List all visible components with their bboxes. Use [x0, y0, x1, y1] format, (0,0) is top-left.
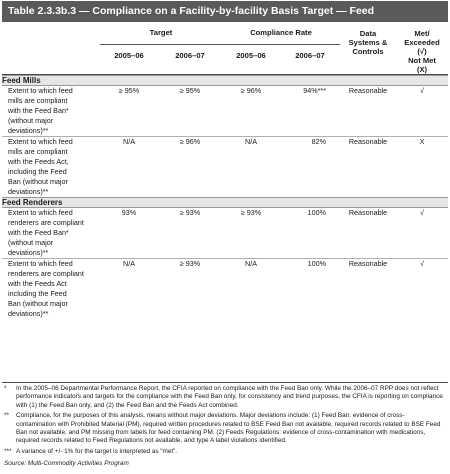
description-line: including the Feed — [8, 167, 67, 176]
compliance-2005-06-cell: ≥ 96% — [222, 86, 280, 137]
description-line: deviations)** — [8, 126, 49, 135]
source-note: Source: Multi-Commodity Activities Program — [4, 460, 129, 468]
section-header — [2, 198, 448, 208]
header-year: 2005–06 — [236, 51, 266, 61]
target-2006-07-cell: ≥ 93% — [158, 208, 222, 259]
description-line: including the Feed — [8, 289, 67, 298]
footnote-marker: * — [4, 385, 7, 392]
target-2005-06-cell: 93% — [100, 208, 158, 259]
header-data-systems: Data Systems & Controls — [348, 29, 388, 56]
target-2005-06-cell: ≥ 95% — [100, 86, 158, 137]
section-title: Feed Mills — [2, 76, 448, 86]
description-line: Extent to which feed — [8, 259, 73, 268]
target-2006-07-cell: ≥ 95% — [158, 86, 222, 137]
header-year: 2006–07 — [295, 51, 325, 61]
header-compliance-rate: Compliance Rate — [222, 24, 340, 45]
table-row — [2, 208, 448, 259]
description-line: with the Feeds Act, — [8, 157, 69, 166]
description-line: renderers are compliant — [8, 269, 84, 278]
data-systems-cell: Reasonable — [340, 86, 396, 137]
met-status-cell: √ — [396, 86, 448, 137]
description-line: renderers are compliant — [8, 218, 84, 227]
met-status-cell: √ — [420, 259, 424, 268]
description-line: with the Feed Ban* — [8, 228, 69, 237]
description-line: with the Feeds Act — [8, 279, 67, 288]
description-line: deviations)** — [8, 187, 49, 196]
compliance-2006-07-cell: 100% — [307, 259, 326, 268]
description-line: Extent to which feed — [8, 86, 73, 95]
footnote-text: A variance of +/- 1% for the target is interpreted as “met”. — [16, 447, 178, 455]
row-description — [2, 86, 100, 137]
row-description — [2, 137, 100, 198]
footnote — [2, 412, 448, 446]
compliance-2005-06-cell: N/A — [245, 259, 257, 268]
footnote-marker: ** — [4, 412, 9, 420]
description-line: with the Feed Ban* — [8, 106, 69, 115]
compliance-2005-06-cell: N/A — [245, 137, 257, 146]
data-systems-cell: Reasonable — [348, 259, 388, 268]
data-systems-cell: Reasonable — [348, 137, 388, 146]
footnote-marker: *** — [4, 447, 12, 455]
section-title: Feed Renderers — [2, 198, 448, 208]
description-line: mills are compliant — [8, 96, 68, 105]
target-2006-07-cell: ≥ 93% — [179, 259, 201, 268]
row-description — [2, 208, 100, 259]
table-row — [2, 137, 448, 198]
header-met-exceeded: Met/ Exceeded (√) Not Met (X) — [404, 29, 440, 74]
compliance-table — [2, 24, 448, 319]
table-title: Table 2.3.3b.3 — Compliance on a Facility-by-facility Basis Target — Feed — [2, 1, 448, 22]
compliance-2005-06-cell: ≥ 93% — [222, 208, 280, 259]
met-status-cell: √ — [396, 208, 448, 259]
target-2005-06-cell: N/A — [123, 137, 135, 146]
data-systems-cell: Reasonable — [340, 208, 396, 259]
row-description — [2, 259, 100, 320]
description-line: mills are compliant — [8, 147, 68, 156]
footnote-text: In the 2005–06 Departmental Performance Report, the CFIA reported on compliance with the Feed Ban only. While the 2006–07 RPP does not reflect performance indicators and targets for the compliance with the Feed Ban only, for consistency and trend purposes, the CFIA is reporting on compliance with (1) the Feed Ban only, and (2) the Feed Ban and the Feeds Act combined. — [16, 385, 443, 409]
description-line: deviations)** — [8, 309, 49, 318]
footnote-text: Compliance, for the purposes of this analysis, means without major deviations. Major deviations include: (1) Feed Ban: evidence of cross-contamination with Prohibited Material (PM), required written procedures related to BSE Feed Ban not available, required records related to BSE Feed Ban not available, and PM missing from labels for feed containing PM. (2) Feeds Regulations: evidence of cross-contamination with medications, required records related to Feed Regulations not available, and type A label violations identified. — [16, 412, 441, 445]
header-year: 2005–06 — [114, 51, 144, 61]
footnotes — [2, 382, 448, 469]
compliance-2006-07-cell: 94%*** — [280, 86, 340, 137]
target-2005-06-cell: N/A — [123, 259, 135, 268]
header-target: Target — [100, 24, 222, 45]
target-2006-07-cell: ≥ 96% — [179, 137, 201, 146]
description-line: Ban (without major — [8, 177, 68, 186]
met-status-cell: X — [419, 137, 425, 146]
table-row — [2, 259, 448, 320]
compliance-2006-07-cell: 100% — [280, 208, 340, 259]
description-line: Ban (without major — [8, 299, 68, 308]
section-header — [2, 76, 448, 86]
header-blank — [2, 24, 100, 75]
description-line: (without major — [8, 116, 54, 125]
footnote — [2, 385, 448, 410]
footnote — [2, 448, 448, 456]
table-row — [2, 86, 448, 137]
description-line: deviations)** — [8, 248, 49, 257]
description-line: (without major — [8, 238, 54, 247]
description-line: Extent to which feed — [8, 137, 73, 146]
header-row-groups — [2, 24, 448, 45]
description-line: Extent to which feed — [8, 208, 73, 217]
header-year: 2006–07 — [175, 51, 205, 61]
compliance-2006-07-cell: 82% — [311, 137, 326, 146]
